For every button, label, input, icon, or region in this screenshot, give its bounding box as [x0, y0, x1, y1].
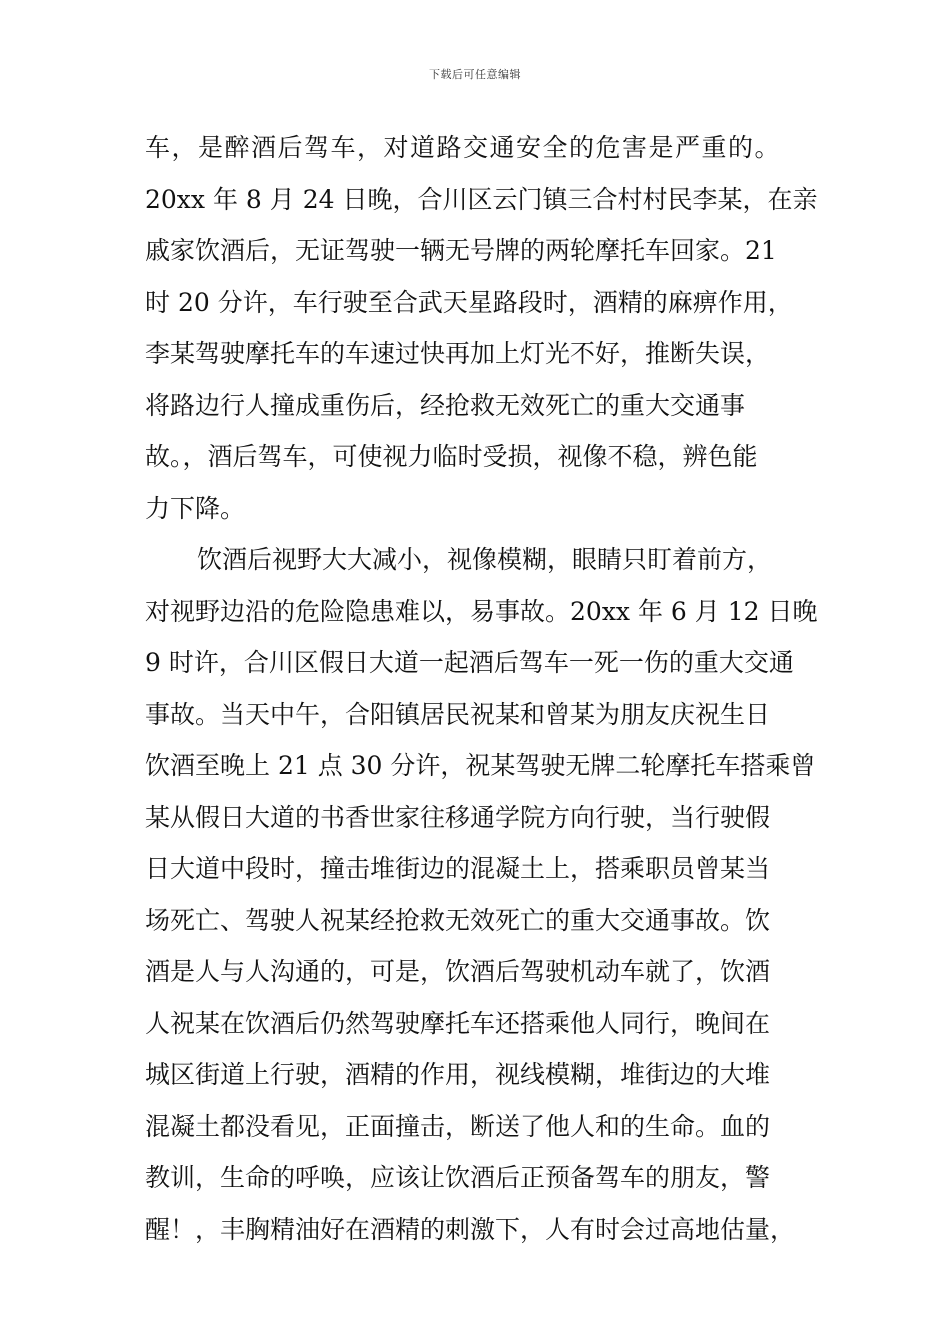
text-line: 饮酒至晚上 21 点 30 分许，祝某驾驶无牌二轮摩托车搭乘曾 — [145, 751, 816, 780]
text-line: 9 时许，合川区假日大道一起酒后驾车一死一伤的重大交通 — [145, 648, 794, 677]
text-line: 酒是人与人沟通的，可是，饮酒后驾驶机动车就了，饮酒 — [145, 957, 771, 986]
text-line: 故。，酒后驾车，可使视力临时受损，视像不稳，辨色能 — [145, 442, 758, 471]
text-line: 教训，生命的呼唤，应该让饮酒后正预备驾车的朋友，警 — [145, 1163, 771, 1192]
text-line: 场死亡、驾驶人祝某经抢救无效死亡的重大交通事故。饮 — [145, 905, 771, 935]
text-line: 戚家饮酒后，无证驾驶一辆无号牌的两轮摩托车回家。21 — [145, 236, 777, 265]
text-line: 李某驾驶摩托车的车速过快再加上灯光不好，推断失误， — [145, 339, 771, 368]
text-line: 时 20 分许，车行驶至合武天星路段时，酒精的麻痹作用， — [145, 287, 793, 317]
text-line: 城区街道上行驶，酒精的作用，视线模糊，堆街边的大堆 — [145, 1060, 771, 1089]
paragraph-first-line: 饮酒后视野大大减小，视像模糊，眼睛只盯着前方， — [197, 545, 773, 574]
text-line: 醒！，丰胸精油好在酒精的刺激下，人有时会过高地估量， — [145, 1214, 796, 1244]
text-line: 力下降。 — [145, 493, 246, 523]
page-header: 下载后可任意编辑 — [429, 68, 521, 81]
text-line: 车，是醉酒后驾车，对道路交通安全的危害是严重的。 — [145, 133, 782, 162]
document-body — [145, 122, 825, 1255]
text-line: 混凝土都没看见，正面撞击，断送了他人和的生命。血的 — [145, 1111, 771, 1141]
text-line: 20xx 年 8 月 24 日晚，合川区云门镇三合村村民李某，在亲 — [145, 184, 818, 214]
text-line: 对视野边沿的危险隐患难以，易事故。20xx 年 6 月 12 日晚 — [145, 596, 818, 626]
text-line: 将路边行人撞成重伤后，经抢救无效死亡的重大交通事 — [145, 390, 746, 420]
text-line: 事故。当天中午，合阳镇居民祝某和曾某为朋友庆祝生日 — [145, 699, 771, 729]
text-line: 人祝某在饮酒后仍然驾驶摩托车还搭乘他人同行，晚间在 — [145, 1008, 771, 1038]
text-line: 某从假日大道的书香世家往移通学院方向行驶，当行驶假 — [145, 802, 771, 832]
text-line: 日大道中段时，撞击堆街边的混凝土上，搭乘职员曾某当 — [145, 854, 771, 883]
